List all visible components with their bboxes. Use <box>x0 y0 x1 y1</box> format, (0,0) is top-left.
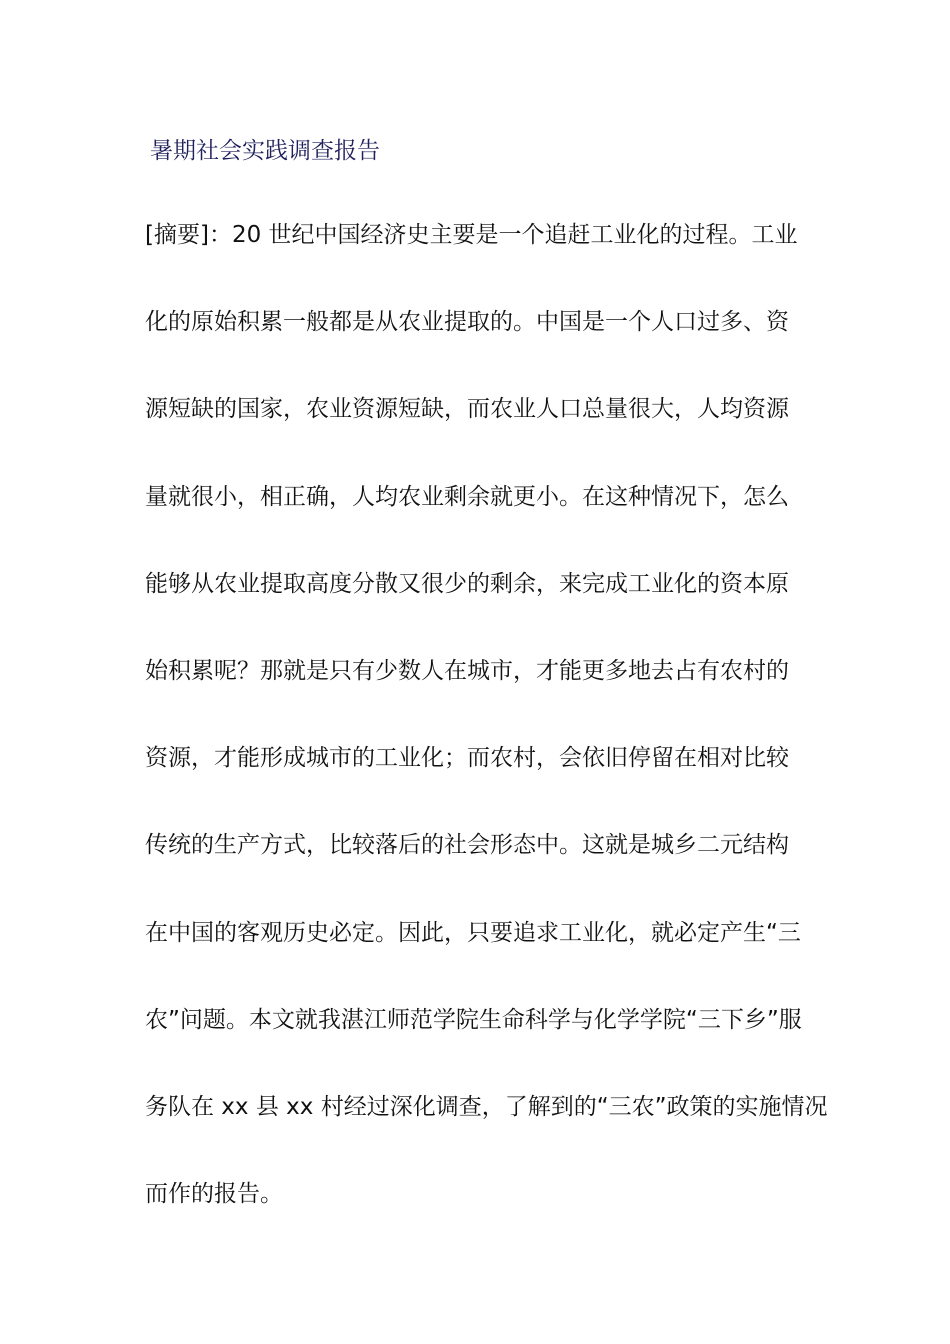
abstract-paragraph <box>145 212 828 1258</box>
abstract-line: 源短缺的国家，农业资源短缺，而农业人口总量很大，人均资源 <box>145 396 789 423</box>
abstract-line: 化的原始积累一般都是从农业提取的。中国是一个人口过多、资 <box>145 309 789 336</box>
abstract-line: 在中国的客观历史必定。因此，只要追求工业化，就必定产生“三 <box>145 919 801 946</box>
abstract-line: [摘要]：20 世纪中国经济史主要是一个追赶工业化的过程。工业 <box>145 222 798 248</box>
abstract-line: 量就很小，相正确，人均农业剩余就更小。在这种情况下，怎么 <box>145 483 789 510</box>
abstract-line: 传统的生产方式，比较落后的社会形态中。这就是城乡二元结构 <box>145 832 789 859</box>
abstract-line: 务队在 xx 县 xx 村经过深化调查，了解到的“三农”政策的实施情况 <box>145 1093 828 1120</box>
abstract-line: 资源，才能形成城市的工业化；而农村，会依旧停留在相对比较 <box>145 745 789 772</box>
abstract-line: 始积累呢？那就是只有少数人在城市，才能更多地去占有农村的 <box>145 657 789 684</box>
abstract-line: 农”问题。本文就我湛江师范学院生命科学与化学学院“三下乡”服 <box>145 1006 802 1033</box>
abstract-line: 能够从农业提取高度分散又很少的剩余，来完成工业化的资本原 <box>145 570 789 597</box>
document-title: 暑期社会实践调查报告 <box>150 138 380 164</box>
abstract-line: 而作的报告。 <box>145 1181 283 1208</box>
